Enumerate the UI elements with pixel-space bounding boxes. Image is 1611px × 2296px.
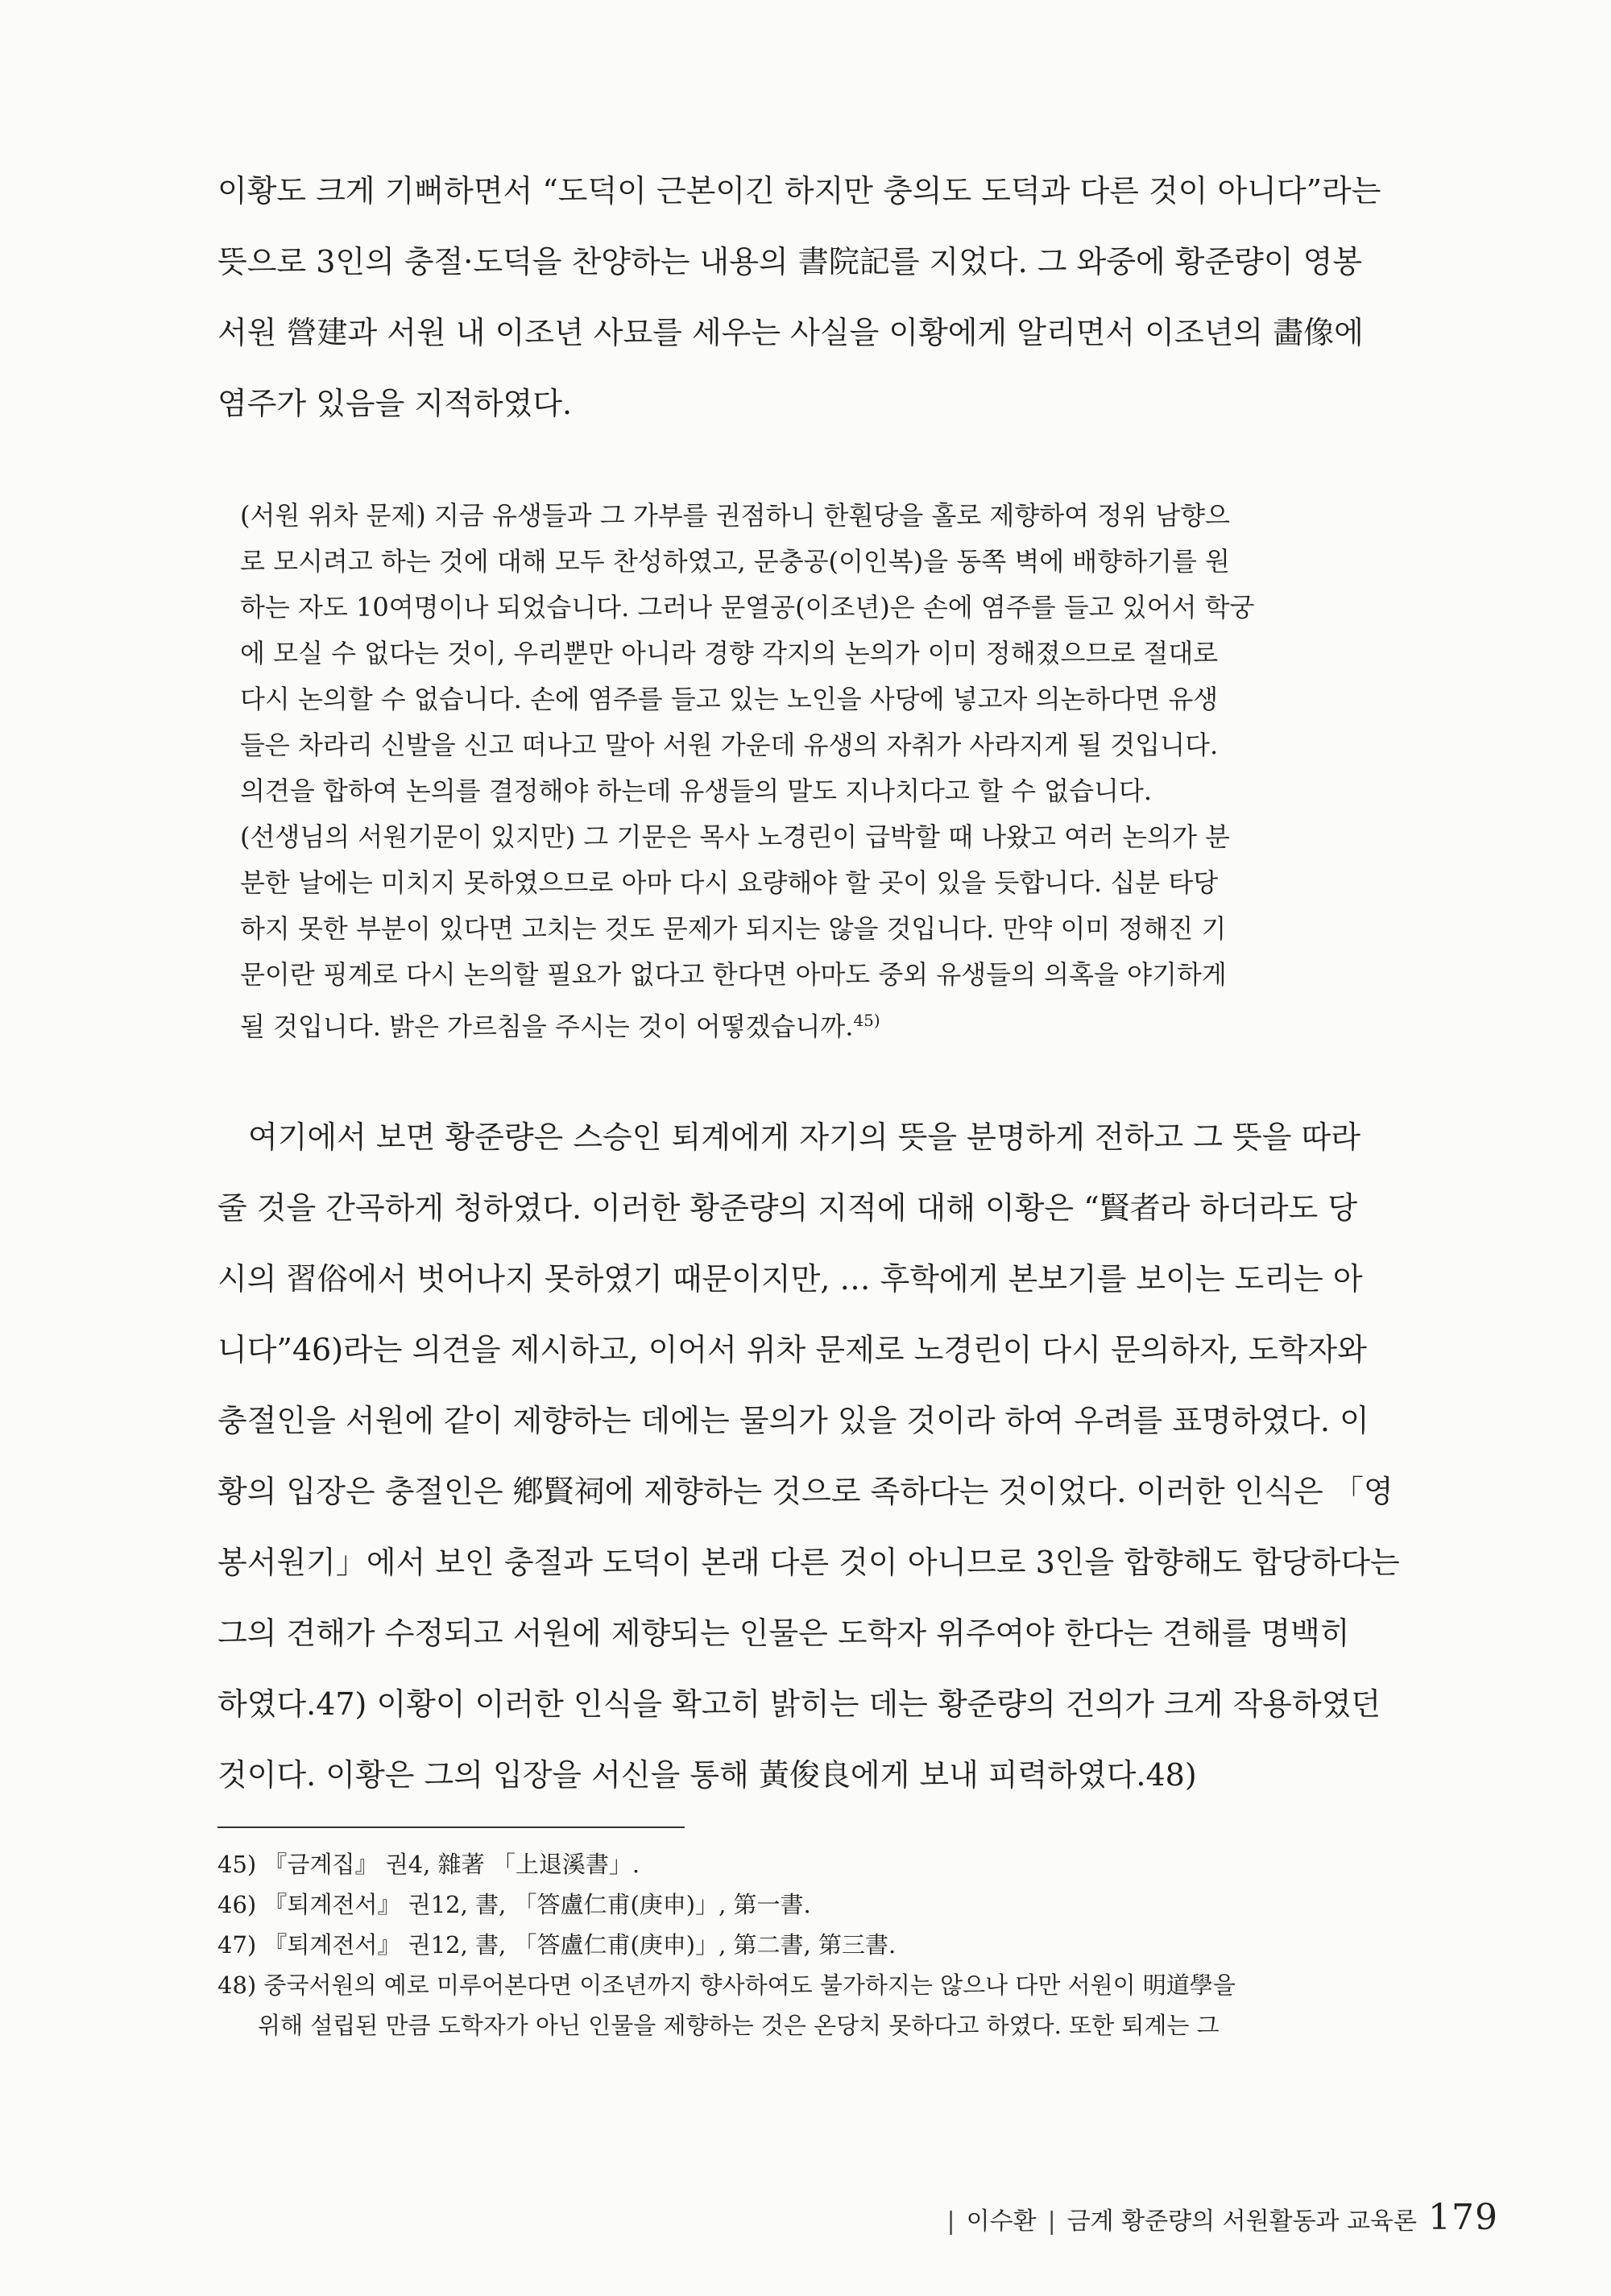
quote-line: 들은 차라리 신발을 신고 떠나고 말아 서원 가운데 유생의 자취가 사라지게 될 것입니다. — [240, 730, 1219, 760]
quote-line: (서원 위차 문제) 지금 유생들과 그 가부를 권점하니 한훤당을 홀로 제향하여 정위 남향으 — [240, 500, 1230, 531]
quote-line — [240, 998, 1448, 1050]
text-line: 여기에서 보면 황준량은 스승인 퇴계에게 자기의 뜻을 분명하게 전하고 그 뜻을 따라 — [248, 1119, 1360, 1155]
text-line: 줄 것을 간곡하게 청하였다. 이러한 황준량의 지적에 대해 이황은 “賢者라 하더라도 당 — [217, 1190, 1358, 1226]
quote-line: 하지 못한 부분이 있다면 고치는 것도 문제가 되지는 않을 것입니다. 만약 이미 정해진 기 — [240, 913, 1227, 944]
text-line: 뜻으로 3인의 충절·도덕을 찬양하는 내용의 書院記를 지었다. 그 와중에 황준량이 영봉 — [217, 244, 1363, 279]
footnote-ref-45[interactable]: 45) — [853, 1011, 880, 1030]
footnote-divider — [217, 1826, 685, 1828]
footer-separator: | — [946, 2207, 955, 2236]
quote-line: 로 모시려고 하는 것에 대해 모두 찬성하였고, 문충공(이인복)을 동쪽 벽에 배향하기를 원 — [240, 546, 1230, 577]
footnote-46: 46) 『퇴계전서』 권12, 書, 「答盧仁甫(庚申)」, 第一書. — [217, 1891, 811, 1918]
page-number: 179 — [1428, 2197, 1498, 2238]
text-line: 봉서원기」에서 보인 충절과 도덕이 본래 다른 것이 아니므로 3인을 합향해도 합당하다는 — [217, 1545, 1400, 1580]
text-line: 충절인을 서원에 같이 제향하는 데에는 물의가 있을 것이라 하여 우려를 표명하였다. 이 — [217, 1403, 1369, 1438]
block-quote — [240, 493, 1448, 1050]
quote-last-text: 될 것입니다. 밝은 가르침을 주시는 것이 어떻겠습니까. — [240, 1011, 854, 1042]
quote-line: 다시 논의할 수 없습니다. 손에 염주를 들고 있는 노인을 사당에 넣고자 의논하다면 유생 — [240, 684, 1219, 714]
text-line: 황의 입장은 충절인은 鄕賢祠에 제향하는 것으로 족하다는 것이었다. 이러한 인식은 「영 — [217, 1474, 1394, 1509]
footnotes — [217, 1844, 1506, 2046]
body-paragraph-1 — [217, 155, 1506, 439]
quote-line: 분한 날에는 미치지 못하였으므로 아마 다시 요량해야 할 곳이 있을 듯합니다. 십분 타당 — [240, 867, 1219, 898]
footnote-48-continued: 위해 설립된 만큼 도학자가 아닌 인물을 제향하는 것은 온당치 못하다고 하였다. 또한 퇴계는 그 — [258, 2012, 1220, 2039]
text-line: 니다”46)라는 의견을 제시하고, 이어서 위차 문제로 노경린이 다시 문의하자, 도학자와 — [217, 1332, 1367, 1367]
quote-line: 에 모실 수 없다는 것이, 우리뿐만 아니라 경향 각지의 논의가 이미 정해졌으므로 절대로 — [240, 638, 1219, 668]
text-line: 시의 習俗에서 벗어나지 못하였기 때문이지만, … 후학에게 본보기를 보이는 도리는 아 — [217, 1261, 1363, 1297]
text-line: 그의 견해가 수정되고 서원에 제향되는 인물은 도학자 위주여야 한다는 견해를 명백히 — [217, 1615, 1350, 1651]
text-line: 것이다. 이황은 그의 입장을 서신을 통해 黃俊良에게 보내 피력하였다.48) — [217, 1757, 1197, 1793]
quote-line: 문이란 핑계로 다시 논의할 필요가 없다고 한다면 아마도 중외 유생들의 의혹을 야기하게 — [240, 959, 1227, 990]
text-line: 염주가 있음을 지적하였다. — [217, 386, 573, 421]
quote-line: (선생님의 서원기문이 있지만) 그 기문은 목사 노경린이 급박할 때 나왔고 여러 논의가 분 — [240, 821, 1230, 852]
footnote-47: 47) 『퇴계전서』 권12, 書, 「答盧仁甫(庚申)」, 第二書, 第三書. — [217, 1931, 897, 1959]
text-line: 하였다.47) 이황이 이러한 인식을 확고히 밝히는 데는 황준량의 건의가 크게 작용하였던 — [217, 1686, 1381, 1722]
footnote-45: 45) 『금계집』 권4, 雜著 「上退溪書」. — [217, 1851, 640, 1878]
footer-separator: | — [1047, 2207, 1056, 2236]
text-line: 이황도 크게 기뻐하면서 “도덕이 근본이긴 하지만 충의도 도덕과 다른 것이 아니다”라는 — [217, 173, 1381, 209]
running-footer — [947, 2197, 1498, 2238]
quote-line: 하는 자도 10여명이나 되었습니다. 그러나 문열공(이조년)은 손에 염주를 들고 있어서 학궁 — [240, 592, 1255, 623]
body-paragraph-2 — [217, 1102, 1506, 1810]
footer-author: 이수환 — [966, 2207, 1037, 2236]
footnote-48: 48) 중국서원의 예로 미루어본다면 이조년까지 향사하여도 불가하지는 않으나 다만 서원이 明道學을 — [217, 1971, 1236, 1999]
footer-title: 금계 황준량의 서원활동과 교육론 — [1066, 2207, 1418, 2236]
text-line: 서원 營建과 서원 내 이조년 사묘를 세우는 사실을 이황에게 알리면서 이조년의 畵像에 — [217, 315, 1364, 350]
quote-line: 의견을 합하여 논의를 결정해야 하는데 유생들의 말도 지나치다고 할 수 없습니다. — [240, 776, 1152, 806]
